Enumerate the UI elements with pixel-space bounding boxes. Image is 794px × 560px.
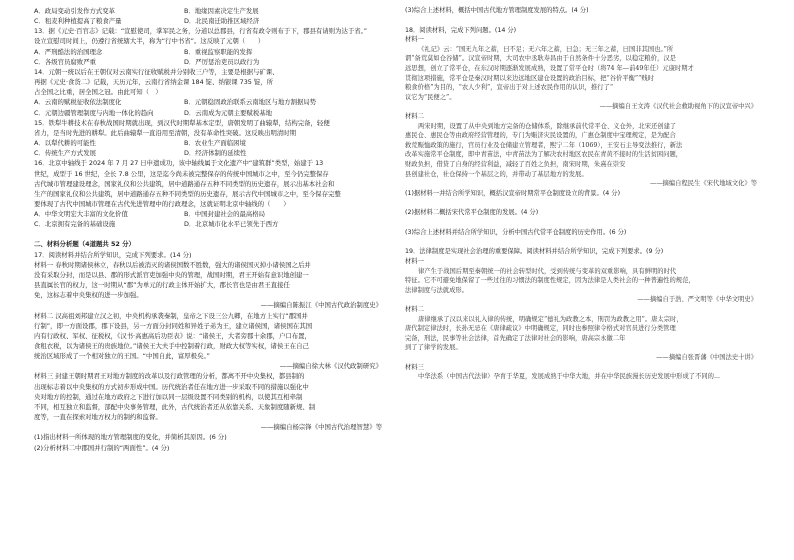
material-line: 改革实施常平仓制度，即中青苗法，中青苗法为了解决农村地区农民在青黄不接时的生活贫困问题， [405, 151, 683, 159]
q13-options-row1 [34, 47, 402, 57]
option-a: A．政局变动引发作方式变革 [34, 7, 116, 15]
option-a: A．云南的赋税征收依法制度化 [34, 98, 122, 107]
material-line: 两宋时期，设置了从中央到地方完备的仓储体系，除继承前代常平仓、义仓外，北宋还创建了 [418, 122, 677, 130]
q16-options-row1 [34, 209, 402, 219]
option-a: A．以犁代耕的可能性 [34, 139, 96, 148]
q16-stem-line: 古代城市管理建设理念，国家礼仪和公共建筑，居中道路通存五种不同类型的历史遗存，展示出基本社会和 [34, 179, 335, 188]
option-b: B．元朝稳固政治联系云南地区与地方割据局势 [184, 98, 317, 107]
material-line: 食租衣税，以为诸侯王的贵族地位。”诸侯王大夫手中控制着行政，财政大权等实权，诸侯王在自己 [34, 342, 309, 350]
material-line: 免，这标志着中央集权的进一步加强。 [34, 291, 143, 300]
material-line: 唐代制定律法时，长孙无忌在《唐律疏议》中明确规定，同时也参照律令格式对官员进行分类管理 [405, 325, 676, 333]
sub-question: (3)综合上述材料，概括中国古代地方管理制度发展的特点。(4 分) [405, 7, 589, 14]
material-line: 议它为“民便之”。 [405, 93, 456, 101]
option-c: C．北京拥有完备的基础设施 [34, 220, 116, 229]
material-line: 谓“备荒莫如仓谷储”。汉宣帝时期，大司农中丞耿寿昌由于自然条件十分恶劣，以稳定粮价，汉是 [405, 55, 676, 63]
material-line: 材料二 汉高祖刘邦建立汉之初，中央机构承袭秦制，皇帝之下设三公九卿，在地方上实行“郡国并 [34, 311, 308, 320]
material-source: ——摘编自陈振江《中国古代政治制度史》 [260, 301, 382, 310]
material-label: 材料三 [405, 363, 424, 371]
material-line: 出现标志着以中央集权的方式初步形成中国。历代统治者任在地方进一步采取不同的措施以强化中 [34, 382, 309, 391]
material-line: 法律制度与法就成形。 [405, 286, 468, 294]
material-line: 《礼记》云：“国无九年之蓄，曰不足；无六年之蓄，曰急；无三年之蓄，曰国非其国也。”所 [418, 45, 674, 53]
sub-question: (2)据材料二概括宋代常平仓制度的发展。(4 分) [405, 209, 539, 217]
option-d: D．云南成为元朝主要赋税基地 [184, 108, 272, 117]
material-source: ——摘编自徐大林《汉代政制研究》 [279, 362, 382, 371]
option-b: B．地缘因素决定生产发展 [184, 7, 259, 15]
material-source: ——摘编自王文涛《汉代社会救助视角下的汉宣帝中兴》 [599, 103, 757, 111]
q13-options-row2 [34, 57, 402, 67]
material-line: 材料一 春秋时期诸侯林立，春秋以后被消灭的诸侯国数不胜数，强大的诸侯国灭掉小诸侯国之后并 [34, 260, 311, 269]
sub-question: (1)据材料一并结合所学知识，概括汉宣帝时期常平仓制度设立的背景。(4 分) [405, 189, 621, 197]
q16-stem-line: 生产的国家礼仪和公共建筑，居中道路通存五种不同类型的历史遗存，展示古代中国城市之中，至今保存完整 [34, 189, 341, 198]
option-b: B．农业生产面临困境 [184, 139, 246, 148]
option-d: D．经济体制的延续性 [184, 149, 247, 158]
material-source: ——摘编自程民生《宋代地域文化》等 [649, 180, 757, 188]
q15-options-row2 [34, 148, 402, 158]
material-line: 中华法系（中国古代法律）孕育于华夏，发展成熟于中华大地，并在中华民族漫长历史发展中形成了不同的... [418, 373, 720, 381]
question-heading: 18．阅读材料，完成下列问题。(14 分) [405, 26, 517, 34]
q15-stem-line: 15．铁犁牛耕技术在春秋战国时期就出现，到汉代时期犁基本定型，唐朝发明了曲辕犁，结构完备，轻便 [34, 118, 330, 127]
q14-options-row1 [34, 97, 402, 107]
q14-options-row2 [34, 108, 402, 118]
material-line: 材料三 封建王朝时期君王对地方制度的改革以及行政管理的分析，都离不开中央集权，都县制的 [34, 372, 305, 381]
option-c: C．传统生产方式发展 [34, 149, 96, 158]
sub-question: (3)综合上述材料并结合所学知识，分析中国古代常平仓制度的历史作用。(6 分) [405, 228, 627, 236]
option-b: B．重视监察职能的发挥 [184, 47, 253, 56]
material-label: 材料一 [405, 36, 424, 44]
material-line: 度等，一直在探索对地方权力的制约和监督。 [34, 413, 162, 422]
material-line: 县创建社仓，社仓保持一个基层之的，并带动了基层地方的发展。 [405, 170, 588, 178]
material-line: 不同，相互独立和监督，部配中央事务管理，此外，古代统治者还从依靠关系、天象制度随新规、制 [34, 402, 316, 411]
q12-options-row1 [34, 6, 402, 16]
q14-stem-line: 再据《元史·食货二》记载，天历元年，云南行省纳金课 184 锭、纳银课 735 锭，所 [34, 78, 274, 87]
q12-options-row2 [34, 16, 402, 26]
option-c: C．元朝边疆管理制度与内地一体化的趋向 [34, 108, 154, 117]
q15-stem-line: 省力，是当时先进的耕犁。此后曲辕犁一直沿用至清朝，没有革命性突破。这反映出明清时期 [34, 128, 297, 137]
option-c: C．各级官员腐败严重 [34, 57, 96, 66]
q14-stem-line: 占全国之比重，居全国之冠。由此可知（ ） [34, 88, 162, 97]
material-source: ——摘编自张晋藩《中国法史十讲》 [656, 354, 757, 361]
material-line: 粮食价格”为目的，“农人少利”，宣帝出于对上述农民作用的认识，推行了“ [405, 84, 614, 92]
material-line: 惠民仓、惠民仓等由政府经营管理的，专门为赈济灾民设置的，广惠仓制度中宝理规定，是为配合 [405, 132, 676, 140]
material-label: 材料二 [405, 306, 424, 314]
material-line: 完备，刑法，民事等社会法律，首先确定了法律对社会的影响，唐高宗永徽二年 [405, 334, 626, 342]
material-line: 央对地方的控制，通过在地方政府之下进行加以同一层级设置不同类别的机构，以使其互相牵制 [34, 392, 303, 401]
material-line: 县直属长官的权力，这一时期从“郡”为单元的行政主体开始扩大，郡长官也是由君王直接任 [34, 281, 290, 290]
q16-stem-line: 16．北京中轴线于 2024 年 7 月 27 日申遗成功，该中轴线属于文化遗产中“建筑群”类型，始建于 13 [34, 159, 324, 168]
option-a: A．严刑酷法的治国理念 [34, 47, 103, 56]
option-c: C．租麦利种植提高了粮食产量 [34, 17, 122, 26]
material-line: 内有行政权、军权、征税权，《汉书·高惠高后功臣表》说：“诸侯王，大者旁郡十余郡，户口布置， [34, 331, 311, 340]
material-label: 材料二 [405, 112, 424, 120]
material-line: 财政负担，借贷了自身的经营利益，减轻了百姓之负担，南宋时期，朱熹在崇安 [405, 160, 626, 168]
q13-stem-line: 设立宣慰司时间上，仍遵行省统辖大半，称为“行中书省”。这反映了元朝（ ） [34, 37, 265, 46]
material-source: ——摘编自于浩、严文明等《中华文明史》 [637, 296, 757, 304]
question-heading: 19．法律制度是实现社会治理的重要保障。阅读材料并结合所学知识，完成下列要求。(9 分) [405, 248, 664, 256]
material-label: 材料一 [405, 258, 424, 266]
left-column [34, 6, 402, 453]
q15-options-row1 [34, 138, 402, 148]
material-source: ——摘编自杨宗锋《中国古代治理智慧》等 [260, 423, 382, 432]
q16-stem-line: 要体现了古代中国城市管理在古代先进管理中的行政理念，这就证明北京中轴线的（ ） [34, 199, 290, 208]
option-a: A．中华文明宏大丰富的文化价值 [34, 210, 128, 219]
q14-stem-line: 14．元朝一统以后在王朝仅对云南实行征收赋税并分别收三户等，主要是根据与矿课、 [34, 67, 279, 76]
sub-question: (1)指出材料一所体现的地方管理制度的变化，并简析其原因。(6 分) [34, 433, 227, 442]
question-heading: 17．阅读材料并结合所学知识，完成下列要求。(14 分) [34, 250, 192, 259]
q13-stem-line: 13．据《元史·百官志》记载：“宣慰使司，掌军民之务，分道以总郡县，行省有政令则布于下，郡县有请则为达于省。” [34, 27, 368, 36]
q16-stem-line: 世纪，成型于 16 世纪，全长 7.8 公里，这是迄今尚未被完整保存的传统中国城市之中，至今仍完整保存 [34, 169, 329, 178]
right-column [405, 6, 777, 382]
option-d: D．严厉惩治吏员以政行为 [184, 57, 260, 66]
material-line: 贯彻这项措施，常平仓是秦汉时期以来边远地区建仓设置的政治目标，把“谷价平衡”“贱时 [405, 74, 654, 82]
section-title: 二、材料分析题（4道题共 52 分） [34, 240, 135, 249]
material-line: 到了了律学的发展。 [405, 344, 462, 352]
option-b: B．中国封建社会的最高格局 [184, 210, 266, 219]
material-line: 没有采取分封，而是以县、郡的形式派官吏加强中央的管理，战国时期，君王开始有意识地创建一 [34, 270, 309, 279]
material-line: 行制”，即一方面设郡，郡下设县，另一方面分封同姓和异姓子弟为王，建立诸侯国，诸侯国在其国 [34, 321, 313, 330]
material-line: 救荒赈恤政策的施行，官员行业及仓储建立管理者，熙宁二年（1069），王安石主导变法推行，新法 [405, 141, 683, 149]
material-line: 远思想，创立了常平仓，在东汉时期逐渐发展成熟，设置了常平仓时（将74 年—前49年任）元康时期才 [405, 64, 694, 72]
material-line: 特征。它不可避免地保留了一些过往的习惯法的制度性规定，因为法律是人类社会的一种普遍性的规范， [405, 277, 695, 285]
material-line: 唐律继承了汉以来以礼入律的传统，明确规定“德礼为政教之本，刑罚为政教之用”。唐太宗时， [418, 315, 683, 323]
option-d: D．北民南迁助推区域经济 [184, 17, 260, 26]
material-line: 统治区域形成了一个相对独立的王国。“中国自此，富厚极矣。” [34, 352, 210, 361]
option-d: D．北京城市化水平已领先于西方 [184, 220, 279, 229]
q16-options-row2 [34, 219, 402, 229]
material-line: 律产生于战国后期至秦朝统一的社会转型时代，受到传统与变革的双重影响，具有鲜明的时代 [418, 267, 677, 275]
sub-question: (2)分析材料二中郡国并行制的“两面性”。(4 分) [34, 443, 170, 452]
